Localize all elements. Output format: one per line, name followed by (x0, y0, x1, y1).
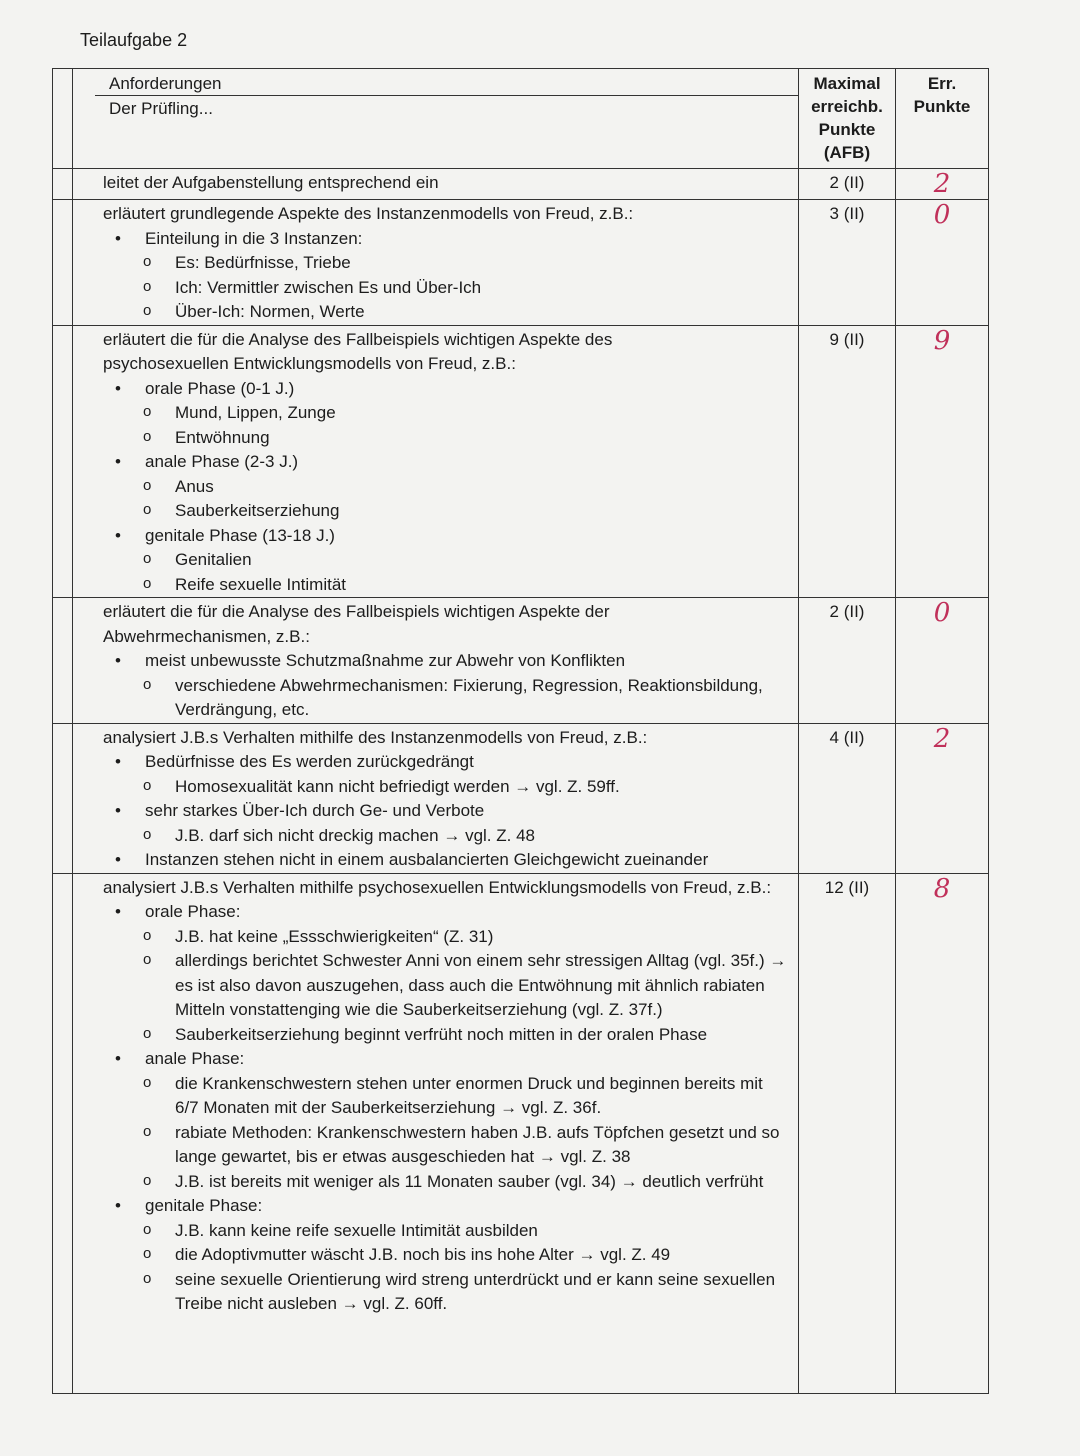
criterion-row (53, 325, 989, 598)
sub-bullet-item: o die Krankenschwestern stehen unter enormen Druck und beginnen bereits mit 6/7 Monaten mit der Sauberkeitserziehung → vgl. Z. 36f. (103, 1072, 788, 1121)
criterion-text: erläutert die für die Analyse des Fallbeispiels wichtigen Aspekte des (103, 329, 613, 349)
max-points-header-line: (AFB) (823, 143, 871, 162)
max-points-cell (799, 598, 896, 724)
earned-points-cell (896, 169, 989, 200)
sub-bullet-item: o Sauberkeitserziehung (103, 499, 788, 524)
earned-points-header (896, 69, 989, 169)
row-gutter (53, 723, 73, 873)
sub-bullet-item: o Entwöhnung (103, 426, 788, 451)
earned-points-cell (896, 873, 989, 1393)
max-points-cell (799, 169, 896, 200)
criterion-row (53, 200, 989, 326)
header-row (53, 69, 989, 169)
handwritten-grade: 9 (933, 325, 951, 356)
sub-bullet-item: o seine sexuelle Orientierung wird streng unterdrückt und er kann seine sexuellen Treibe nicht ausleben → vgl. Z. 60ff. (103, 1268, 788, 1317)
sub-bullet-item: o J.B. ist bereits mit weniger als 11 Monaten sauber (vgl. 34) → deutlich verfrüht (103, 1170, 788, 1195)
criterion-row (53, 598, 989, 724)
row-gutter (53, 69, 73, 169)
criterion-text: erläutert die für die Analyse des Fallbeispiels wichtigen Aspekte der (103, 602, 610, 621)
sub-bullet-item: o Sauberkeitserziehung beginnt verfrüht noch mitten in der oralen Phase (103, 1023, 788, 1048)
bullet-item: • Einteilung in die 3 Instanzen: (103, 227, 788, 252)
sub-bullet-item: o allerdings berichtet Schwester Anni von einem sehr stressigen Alltag (vgl. 35f.) → es ist also davon auszugehen, dass auch die Entwöhnung mit ähnlich rabiaten Mitteln vonstattenging wie die Sauberkeitserziehung (vgl. Z. 37f.) (103, 949, 788, 1023)
criterion-row (53, 169, 989, 200)
criterion-description (73, 598, 799, 724)
bullet-item: • genitale Phase (13-18 J.) (103, 524, 788, 549)
criterion-description (73, 873, 799, 1393)
handwritten-grade: 2 (933, 723, 951, 754)
criterion-text: Abwehrmechanismen, z.B.: (103, 626, 310, 646)
bullet-item: • sehr starkes Über-Ich durch Ge- und Verbote (103, 799, 788, 824)
handwritten-grade: 2 (933, 169, 951, 199)
bullet-item: • orale Phase: (103, 900, 788, 925)
handwritten-grade: 8 (933, 873, 951, 904)
max-points-value: 9 (II) (829, 329, 865, 349)
earned-points-header-line: Err. (927, 74, 957, 93)
criterion-description (73, 200, 799, 326)
max-points-value: 3 (II) (829, 204, 865, 223)
sub-bullet-item: o Mund, Lippen, Zunge (103, 401, 788, 426)
max-points-header (799, 69, 896, 169)
sub-bullet-item: o J.B. kann keine reife sexuelle Intimität ausbilden (103, 1219, 788, 1244)
max-points-cell (799, 723, 896, 873)
bullet-item: • anale Phase: (103, 1047, 788, 1072)
earned-points-cell (896, 325, 989, 598)
max-points-value: 2 (II) (829, 173, 865, 192)
sub-bullet-item: o Über-Ich: Normen, Werte (103, 300, 788, 325)
earned-points-cell (896, 598, 989, 724)
page-title: Teilaufgabe 2 (80, 30, 188, 50)
row-gutter (53, 873, 73, 1393)
requirements-subtitle: Der Prüfling... (109, 99, 213, 118)
criterion-description (73, 169, 799, 200)
max-points-cell (799, 200, 896, 326)
sub-bullet-item: o verschiedene Abwehrmechanismen: Fixierung, Regression, Reaktionsbildung, Verdrängung, etc. (103, 674, 788, 723)
bullet-item: • anale Phase (2-3 J.) (103, 450, 788, 475)
bullet-item: • orale Phase (0-1 J.) (103, 377, 788, 402)
max-points-value: 4 (II) (829, 727, 865, 747)
row-gutter (53, 200, 73, 326)
max-points-header-line: Maximal (813, 74, 881, 93)
criterion-description (73, 325, 799, 598)
sub-bullet-item: o rabiate Methoden: Krankenschwestern haben J.B. aufs Töpfchen gesetzt und so lange gewartet, bis er etwas ausgeschieden hat → vgl. Z. 38 (103, 1121, 788, 1170)
sub-bullet-item: o J.B. hat keine „Essschwierigkeiten“ (Z. 31) (103, 925, 788, 950)
bullet-item: • meist unbewusste Schutzmaßnahme zur Abwehr von Konflikten (103, 649, 788, 674)
criterion-text: psychosexuellen Entwicklungsmodells von Freud, z.B.: (103, 354, 516, 373)
sub-bullet-item: o Homosexualität kann nicht befriedigt werden → vgl. Z. 59ff. (103, 775, 788, 800)
max-points-value: 2 (II) (829, 602, 865, 621)
bullet-item: • genitale Phase: (103, 1194, 788, 1219)
row-gutter (53, 169, 73, 200)
earned-points-cell (896, 723, 989, 873)
criterion-text: analysiert J.B.s Verhalten mithilfe psychosexuellen Entwicklungsmodells von Freud, z.B.: (103, 877, 772, 897)
row-gutter (53, 325, 73, 598)
sub-bullet-item: o Reife sexuelle Intimität (103, 573, 788, 598)
earned-points-cell (896, 200, 989, 326)
handwritten-grade: 0 (933, 598, 951, 628)
max-points-header-line: erreichb. (811, 97, 883, 116)
max-points-cell (799, 325, 896, 598)
sub-bullet-item: o Es: Bedürfnisse, Triebe (103, 251, 788, 276)
criterion-row (53, 873, 989, 1393)
bullet-item: • Bedürfnisse des Es werden zurückgedrängt (103, 750, 788, 775)
grading-table (52, 68, 989, 1394)
criterion-text: analysiert J.B.s Verhalten mithilfe des Instanzenmodells von Freud, z.B.: (103, 727, 648, 747)
sub-bullet-item: o die Adoptivmutter wäscht J.B. noch bis ins hohe Alter → vgl. Z. 49 (103, 1243, 788, 1268)
sub-bullet-item: o Genitalien (103, 548, 788, 573)
sub-bullet-item: o Ich: Vermittler zwischen Es und Über-Ich (103, 276, 788, 301)
bullet-item: • Instanzen stehen nicht in einem ausbalancierten Gleichgewicht zueinander (103, 848, 788, 873)
criterion-description (73, 723, 799, 873)
criterion-text: erläutert grundlegende Aspekte des Instanzenmodells von Freud, z.B.: (103, 204, 634, 223)
requirements-title: Anforderungen (109, 74, 222, 93)
requirements-header (73, 69, 799, 169)
handwritten-grade: 0 (933, 200, 951, 230)
max-points-value: 12 (II) (824, 877, 870, 897)
sub-bullet-item: o J.B. darf sich nicht dreckig machen → vgl. Z. 48 (103, 824, 788, 849)
max-points-cell (799, 873, 896, 1393)
sub-bullet-item: o Anus (103, 475, 788, 500)
earned-points-header-line: Punkte (913, 97, 971, 116)
row-gutter (53, 598, 73, 724)
criterion-row (53, 723, 989, 873)
max-points-header-line: Punkte (818, 120, 876, 139)
criterion-text: leitet der Aufgabenstellung entsprechend ein (103, 173, 439, 192)
